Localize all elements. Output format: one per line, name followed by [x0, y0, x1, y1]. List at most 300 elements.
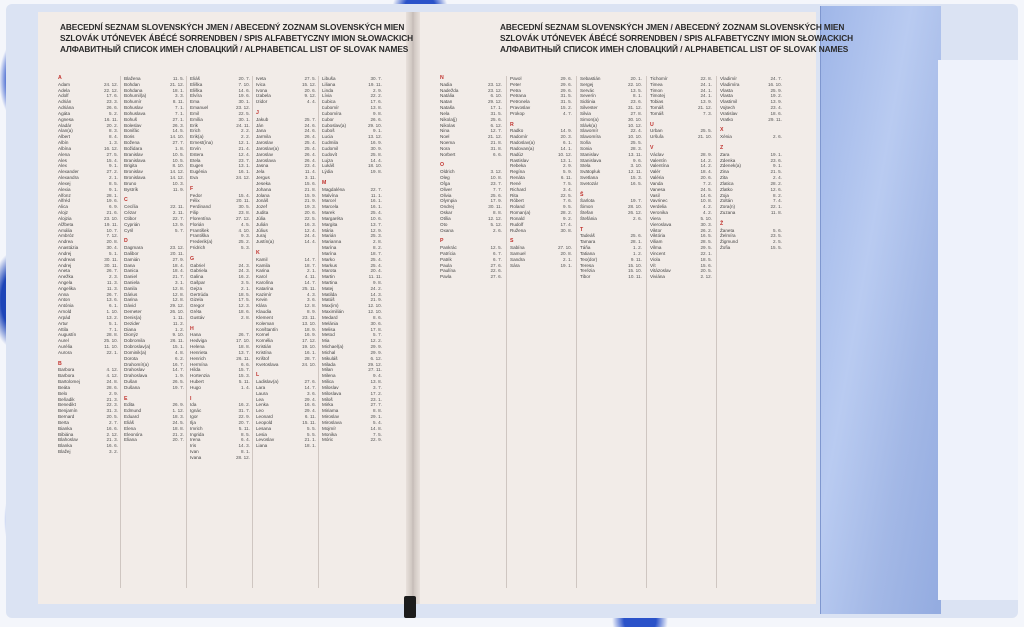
name-text: Tomáš	[650, 105, 664, 111]
name-day-date: 30. 11.	[104, 256, 118, 262]
name-text: Drahoslava	[124, 373, 148, 379]
name-day-date: 22. 9.	[238, 414, 250, 420]
name-text: Blanka	[58, 443, 73, 449]
name-day-date: 14. 12.	[169, 175, 184, 181]
name-day-date: 19. 10.	[301, 344, 316, 350]
name-day-date: 17. 6.	[370, 99, 382, 105]
name-day-date: 24. 3.	[238, 268, 250, 274]
name-day-date: 26. 10.	[169, 309, 184, 315]
name-day-date: 9. 10.	[172, 332, 184, 338]
name-day-date: 2. 12.	[700, 274, 712, 280]
name-text: Olivia	[440, 192, 452, 198]
name-day-date: 2. 4.	[773, 175, 782, 181]
name-day-date: 16. 7.	[172, 361, 184, 367]
name-text: Ľubica	[322, 99, 336, 105]
name-text: Bernard	[58, 414, 75, 420]
name-text: Eleonóra	[124, 431, 143, 437]
name-day-date: 24. 3.	[238, 262, 250, 268]
name-text: Nadežda	[440, 87, 459, 93]
name-text: Servác	[580, 87, 595, 93]
name-text: Milena	[322, 373, 336, 379]
name-text: Markus	[322, 262, 338, 268]
name-text: Ivan	[190, 449, 199, 454]
name-text: Slavomír	[580, 128, 599, 134]
name-day-date: 30. 9.	[370, 145, 382, 151]
name-day-date: 19. 6.	[238, 93, 250, 99]
name-day-date: 16. 6.	[304, 402, 316, 408]
section-letter: F	[190, 185, 194, 192]
name-day-date: 22. 1.	[106, 349, 118, 355]
name-text: Hana	[190, 332, 201, 338]
name-day-date: 30. 7.	[370, 76, 382, 81]
name-text: Cézar	[124, 210, 137, 216]
name-day-date: 23. 12.	[487, 81, 502, 87]
name-text: Viliam	[650, 239, 663, 245]
name-text: Andrea	[58, 239, 73, 245]
name-day-date: 25. 4.	[304, 140, 316, 146]
name-text: Jasna	[256, 163, 269, 169]
name-day-date: 8. 5.	[241, 431, 250, 437]
name-text: Berta	[58, 419, 69, 425]
name-text: Klára	[256, 303, 267, 309]
name-text: Norbert	[440, 151, 456, 157]
name-day-date: 31. 3.	[106, 408, 118, 414]
name-text: Aurel	[58, 338, 69, 344]
name-text: Kamil	[256, 256, 268, 262]
name-text: Belo	[58, 390, 68, 396]
name-day-date: 9. 8.	[373, 110, 382, 116]
name-text: Viktória	[650, 233, 666, 239]
bookmark-ribbon[interactable]	[404, 596, 416, 618]
name-text: Benedikt	[58, 402, 76, 408]
section-letter: T	[580, 226, 584, 233]
name-day-date: 24. 6.	[304, 128, 316, 134]
name-day-date: 11. 1.	[370, 192, 382, 198]
name-day-date: 16. 1.	[370, 198, 382, 204]
name-day-date: 20. 4.	[370, 268, 382, 274]
name-day-date: 13. 9.	[700, 99, 712, 105]
name-day-date: 14. 10.	[169, 134, 184, 140]
name-day-date: 1. 3.	[109, 140, 118, 146]
name-day-date: 16. 9.	[304, 332, 316, 338]
name-text: Daniel	[124, 274, 138, 280]
name-text: Petra	[510, 87, 521, 93]
name-day-date: 31. 7.	[238, 408, 250, 414]
name-day-date: 26. 4.	[304, 151, 316, 157]
name-text: Šimon	[580, 204, 594, 210]
name-text: Jaroslav	[256, 140, 274, 146]
name-day-date: 8. 1.	[633, 93, 642, 99]
name-text: Alexander	[58, 169, 79, 175]
name-day-date: 5. 11.	[238, 379, 250, 385]
name-text: Ronald	[510, 215, 525, 221]
name-text: Edita	[124, 402, 135, 408]
name-day-date: 1. 2.	[633, 250, 642, 256]
name-text: Samuel	[510, 250, 526, 256]
name-day-date: 17. 12.	[301, 338, 316, 344]
name-text: Radovan(a)	[510, 145, 535, 151]
name-day-date: 28. 7.	[304, 355, 316, 361]
name-day-date: 6. 11.	[560, 175, 572, 181]
section-letter: P	[440, 238, 444, 245]
name-text: Ľubor	[322, 116, 334, 122]
name-text: Teresa	[580, 262, 594, 268]
column-divider	[576, 76, 577, 588]
name-day-date: 14. 4.	[370, 157, 382, 163]
name-text: Kevin	[256, 297, 268, 303]
name-column	[190, 76, 250, 461]
name-column	[510, 76, 572, 268]
name-day-date: 8. 1.	[241, 449, 250, 454]
name-text: Vlasta	[720, 87, 733, 93]
name-text: Dávid	[124, 303, 136, 309]
name-text: Juraj	[256, 233, 266, 239]
name-text: Oleg	[440, 175, 450, 181]
name-text: Alfréd	[58, 198, 71, 204]
name-day-date: 15. 6.	[304, 180, 316, 186]
name-text: Noema	[440, 140, 455, 146]
name-text: Oľga	[440, 180, 451, 186]
name-day-date: 6. 7.	[493, 256, 502, 262]
name-text: Ema	[190, 99, 200, 105]
name-entry	[256, 443, 316, 449]
name-text: Silvester	[580, 105, 598, 111]
name-text: Hubert	[190, 379, 204, 385]
name-text: Melisa	[322, 326, 336, 332]
section-letter: Ž	[720, 220, 724, 227]
name-text: Vanda	[650, 180, 663, 186]
heading-line-1: ABECEDNÍ SEZNAM SLOVENSKÝCH JMEN / ABECEDNÝ ZOZNAM SLOVENSKÝCH MIEN	[500, 22, 845, 32]
name-text: Blažena	[124, 76, 141, 81]
name-text: Bibiána	[58, 431, 74, 437]
name-text: Jela	[256, 169, 265, 175]
name-text: Félix	[190, 198, 200, 204]
name-day-date: 14. 7.	[172, 367, 184, 373]
name-day-date: 10. 3.	[172, 180, 184, 186]
name-day-date: 21. 1.	[304, 437, 316, 443]
name-text: Levoslav	[256, 437, 275, 443]
name-text: Anton	[58, 297, 71, 303]
section-letter: B	[58, 360, 62, 367]
name-text: Lea	[256, 396, 264, 402]
name-day-date: 2. 8.	[241, 314, 250, 320]
name-text: Dominik(a)	[124, 349, 147, 355]
name-text: Mikuláš	[322, 355, 338, 361]
name-column	[58, 76, 118, 455]
name-text: Otília	[440, 215, 451, 221]
name-text: Zita	[720, 175, 728, 181]
name-day-date: 23. 7.	[238, 157, 250, 163]
name-day-date: 28. 3.	[630, 145, 642, 151]
name-entry	[322, 437, 382, 443]
name-text: Bronislava	[124, 175, 146, 181]
name-day-date: 24. 4.	[304, 233, 316, 239]
name-day-date: 17. 2.	[370, 390, 382, 396]
name-text: Roman(a)	[510, 210, 531, 216]
name-text: Alžbeta	[58, 221, 74, 227]
name-day-date: 23. 1.	[370, 396, 382, 402]
name-text: Vasil	[650, 192, 660, 198]
name-text: Eliška	[190, 81, 203, 87]
name-day-date: 6. 9.	[109, 204, 118, 210]
name-day-date: 2. 2.	[241, 128, 250, 134]
name-text: Dionýz	[124, 332, 139, 338]
name-day-date: 2. 7.	[109, 419, 118, 425]
name-text: Edmund	[124, 408, 142, 414]
name-day-date: 7. 1.	[175, 105, 184, 111]
name-day-date: 18. 3.	[172, 414, 184, 420]
name-text: Vladimír	[720, 76, 737, 81]
name-day-date: 19. 11.	[104, 221, 118, 227]
name-day-date: 28. 6.	[106, 384, 118, 390]
name-day-date: 13. 12.	[367, 134, 382, 140]
name-text: Valéria	[650, 175, 664, 181]
name-day-date: 16. 6.	[106, 443, 118, 449]
name-day-date: 12. 11.	[628, 169, 642, 175]
name-day-date: 18. 8.	[172, 425, 184, 431]
name-day-date: 13. 8.	[370, 379, 382, 385]
name-text: Lýdia	[322, 169, 333, 175]
name-day-date: 27. 7.	[370, 402, 382, 408]
name-day-date: 25. 4.	[304, 145, 316, 151]
name-text: Rita	[510, 192, 519, 198]
name-day-date: 17. 9.	[490, 198, 502, 204]
name-text: Ernest(ína)	[190, 140, 213, 146]
name-text: Filip	[190, 210, 199, 216]
name-day-date: 30. 10.	[627, 116, 642, 122]
name-text: Sergej	[580, 81, 594, 87]
name-day-date: 6. 11.	[304, 414, 316, 420]
name-day-date: 28. 12.	[235, 454, 250, 460]
name-text: Paulína	[440, 268, 456, 274]
name-day-date: 5. 1.	[109, 320, 118, 326]
name-day-date: 12. 8.	[172, 291, 184, 297]
name-day-date: 31. 5.	[490, 110, 502, 116]
name-text: Vojtech	[720, 105, 736, 111]
name-text: Laura	[256, 390, 268, 396]
heading-line-2: SZLOVÁK UTÓNEVEK ÁBÉCÉ SORRENDBEN / SPIS ALFABETYCZNY IMION SŁOWACKICH	[60, 33, 414, 43]
name-day-date: 11. 5.	[172, 76, 184, 81]
name-day-date: 31. 5.	[560, 93, 572, 99]
name-day-date: 22. 12.	[103, 87, 118, 93]
name-text: Dagmara	[124, 245, 143, 251]
name-text: Agnesa	[58, 116, 74, 122]
name-text: Darina	[124, 297, 138, 303]
name-text: Alfonz	[58, 192, 71, 198]
name-day-date: 30. 1.	[238, 99, 250, 105]
name-text: Jonáš	[256, 198, 269, 204]
name-day-date: 2. 3.	[109, 274, 118, 280]
name-day-date: 15. 3.	[630, 175, 642, 181]
name-day-date: 2. 12.	[106, 431, 118, 437]
name-day-date: 27. 8.	[630, 110, 642, 116]
name-text: Johana	[256, 186, 272, 192]
name-text: Ilja	[190, 419, 196, 425]
name-text: Monika	[322, 431, 337, 437]
name-day-date: 1. 2.	[175, 326, 184, 332]
name-text: Ružena	[510, 227, 526, 233]
name-day-date: 28. 1.	[106, 192, 118, 198]
name-day-date: 24. 7.	[770, 76, 782, 81]
name-day-date: 29. 4.	[304, 408, 316, 414]
name-text: Branislav	[124, 151, 143, 157]
name-day-date: 14. 7.	[304, 256, 316, 262]
name-text: Martina	[322, 279, 338, 285]
section-letter: M	[322, 179, 327, 186]
name-text: Veronika	[650, 210, 668, 216]
name-text: Leonard	[256, 414, 273, 420]
name-text: Aneta	[58, 268, 71, 274]
name-day-date: 19. 1.	[770, 151, 782, 157]
name-day-date: 23. 5.	[770, 233, 782, 239]
name-text: Albína	[58, 145, 72, 151]
name-text: Emília	[190, 116, 203, 122]
name-text: Dobroslav(a)	[124, 344, 151, 350]
name-day-date: 3. 5.	[241, 279, 250, 285]
name-text: Danila	[124, 285, 138, 291]
name-day-date: 28. 8.	[106, 332, 118, 338]
name-text: Milada	[322, 361, 336, 367]
name-text: Barbora	[58, 373, 75, 379]
name-day-date: 27. 5.	[106, 151, 118, 157]
name-day-date: 12. 1.	[238, 140, 250, 146]
name-day-date: 24. 11.	[236, 122, 250, 128]
name-day-date: 24. 6.	[304, 122, 316, 128]
name-day-date: 22. 10.	[627, 81, 642, 87]
name-text: Kornel	[256, 332, 270, 338]
name-day-date: 11. 9.	[172, 186, 184, 192]
name-column	[720, 76, 782, 251]
name-day-date: 7. 5.	[563, 180, 572, 186]
name-text: Bonifác	[124, 128, 140, 134]
name-day-date: 29. 6.	[560, 87, 572, 93]
name-text: Sidónia	[580, 99, 596, 105]
name-day-date: 7. 4.	[773, 198, 782, 204]
name-text: Július	[256, 227, 268, 233]
name-day-date: 12. 12.	[487, 215, 502, 221]
name-day-date: 23. 4.	[770, 105, 782, 111]
name-entry	[580, 274, 642, 280]
column-divider	[120, 76, 121, 588]
name-day-date: 25. 6.	[490, 116, 502, 122]
name-text: Vanesa	[650, 186, 666, 192]
name-text: Želmíra	[720, 233, 736, 239]
heading-line-3: АЛФАВИТНЫЙ СПИСОК ИМЕН СЛОВАЦКИЙ / ALPHABETICAL LIST OF SLOVAK NAMES	[500, 44, 849, 54]
name-day-date: 12. 4.	[238, 151, 250, 157]
name-day-date: 15. 9.	[304, 192, 316, 198]
name-day-date: 21. 12.	[169, 81, 184, 87]
name-text: Jergus	[256, 175, 270, 181]
name-text: Svetlana	[580, 175, 598, 181]
name-day-date: 2. 8.	[373, 239, 382, 245]
name-entry	[58, 449, 118, 455]
name-day-date: 17. 5.	[238, 297, 250, 303]
name-day-date: 25. 8.	[370, 151, 382, 157]
name-text: Renáta	[510, 175, 525, 181]
name-text: Krištof	[256, 355, 270, 361]
name-day-date: 15. 2.	[560, 105, 572, 111]
name-text: Estera	[190, 151, 204, 157]
name-text: Jarmila	[256, 134, 271, 140]
name-day-date: 9. 12.	[304, 93, 316, 99]
name-day-date: 16. 12.	[103, 145, 118, 151]
name-day-date: 21. 3.	[106, 396, 118, 402]
name-day-date: 12. 8.	[172, 297, 184, 303]
name-text: Lukáš	[322, 163, 335, 169]
name-text: Zuzana	[720, 210, 736, 216]
name-day-date: 23. 8.	[238, 210, 250, 216]
name-text: Tibor	[580, 274, 591, 280]
name-day-date: 16. 5.	[630, 180, 642, 186]
name-text: Metod	[322, 332, 335, 338]
section-letter: N	[440, 75, 444, 81]
name-day-date: 15. 6.	[700, 262, 712, 268]
name-day-date: 13. 8.	[370, 105, 382, 111]
name-day-date: 5. 3.	[241, 245, 250, 251]
name-day-date: 25. 5.	[630, 140, 642, 146]
name-text: Oldrich	[440, 169, 455, 175]
name-day-date: 16. 9.	[370, 140, 382, 146]
name-day-date: 10. 11.	[628, 274, 642, 280]
name-text: Marianna	[322, 239, 342, 245]
name-text: Radko	[510, 128, 524, 134]
name-day-date: 30. 3.	[700, 221, 712, 227]
name-text: Emanuel	[190, 105, 209, 111]
name-text: Henrieta	[190, 349, 208, 355]
name-text: Gabriel	[190, 262, 205, 268]
name-day-date: 20. 7.	[172, 437, 184, 443]
name-text: Mirka	[322, 402, 334, 408]
column-divider	[506, 76, 507, 588]
name-day-date: 2. 9.	[373, 87, 382, 93]
name-text: René	[510, 180, 521, 186]
name-text: Zdenek(a)	[720, 163, 741, 169]
name-day-date: 5. 7.	[175, 227, 184, 233]
name-text: Florentína	[190, 215, 211, 221]
name-text: Miroslava	[322, 419, 342, 425]
name-day-date: 24. 2.	[370, 285, 382, 291]
name-day-date: 14. 6.	[238, 87, 250, 93]
name-text: Petrana	[510, 93, 527, 99]
name-day-date: 10. 5.	[172, 157, 184, 163]
name-text: Aurora	[58, 349, 72, 355]
name-day-date: 23. 10.	[103, 215, 118, 221]
name-day-date: 3. 7.	[373, 384, 382, 390]
name-day-date: 4. 8.	[175, 349, 184, 355]
name-text: Zlatko	[720, 186, 733, 192]
name-day-date: 3. 2.	[109, 449, 118, 454]
name-text: Zdenka	[720, 157, 736, 163]
name-day-date: 26. 6.	[106, 105, 118, 111]
name-text: Matilda	[322, 291, 337, 297]
name-text: Nikola(j)	[440, 116, 457, 122]
name-text: Nina	[440, 128, 450, 134]
name-text: Vratislav	[720, 110, 738, 116]
name-day-date: 23. 4.	[304, 163, 316, 169]
name-day-date: 29. 12.	[487, 99, 502, 105]
name-text: Tobias	[650, 99, 664, 105]
name-day-date: 26. 5.	[172, 379, 184, 385]
name-text: Damián	[124, 256, 140, 262]
section-letter: C	[124, 197, 128, 204]
name-text: Valér	[650, 169, 661, 175]
name-day-date: 2. 11.	[172, 210, 184, 216]
name-text: Slavomíra	[580, 134, 601, 140]
name-text: Fedor	[190, 192, 203, 198]
name-day-date: 14. 7.	[304, 279, 316, 285]
name-text: Marek	[322, 210, 335, 216]
name-day-date: 6. 2.	[175, 355, 184, 361]
